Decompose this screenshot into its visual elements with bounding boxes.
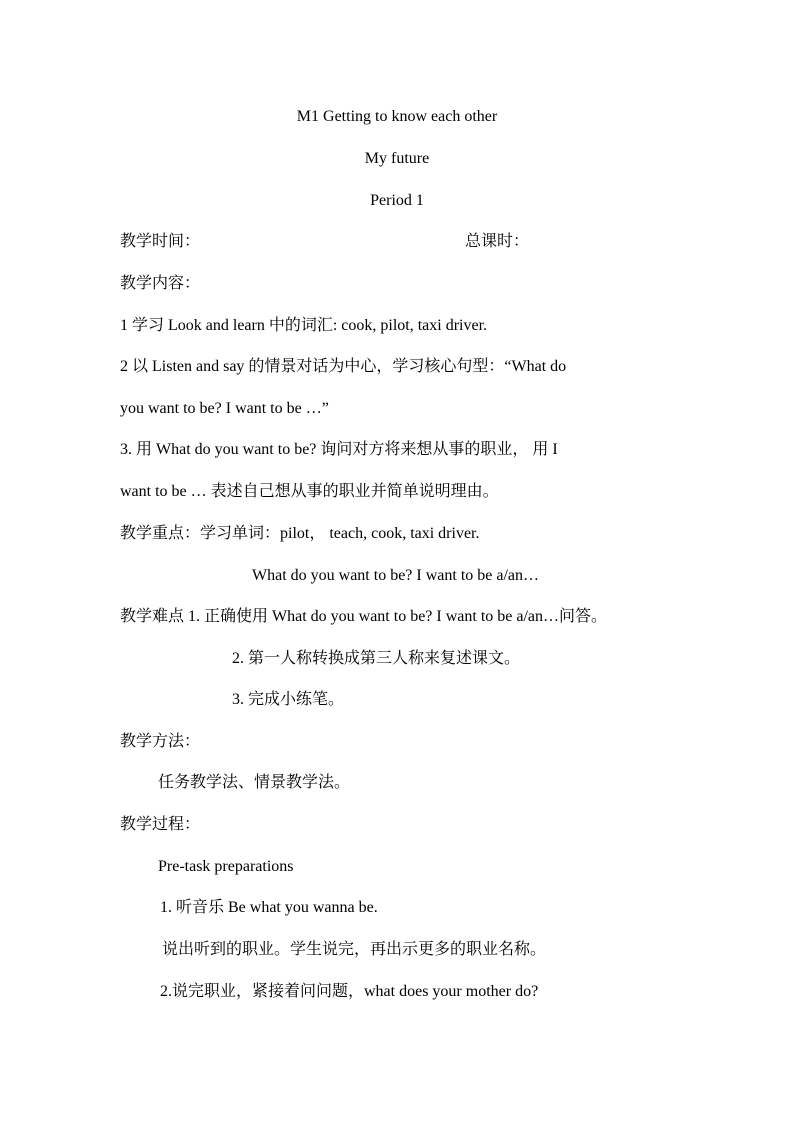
content-item-2: 2 以 Listen and say 的情景对话为中心，学习核心句型：“What do — [120, 358, 567, 375]
process-step-1: 1. 听音乐 Be what you wanna be. — [160, 899, 378, 916]
document-subtitle: My future — [364, 150, 430, 167]
key-points-sentence: What do you want to be? I want to be a/an… — [252, 567, 540, 584]
content-item-2-cont: you want to be? I want to be …” — [120, 400, 329, 417]
difficulty-2: 2. 第一人称转换成第三人称来复述课文。 — [232, 650, 521, 667]
process-stage: Pre-task preparations — [158, 858, 294, 875]
content-item-1: 1 学习 Look and learn 中的词汇: cook, pilot, taxi driver. — [120, 317, 488, 334]
document-title: M1 Getting to know each other — [296, 108, 498, 125]
content-heading: 教学内容： — [120, 275, 201, 292]
methods-text: 任务教学法、情景教学法。 — [158, 774, 351, 791]
total-hours-label: 总课时： — [465, 233, 530, 250]
process-step-1-note: 说出听到的职业。学生说完，再出示更多的职业名称。 — [162, 941, 547, 958]
difficulty-3: 3. 完成小练笔。 — [232, 691, 345, 708]
key-points: 教学重点：学习单词：pilot， teach, cook, taxi driver. — [120, 525, 480, 542]
process-heading: 教学过程： — [120, 816, 201, 833]
teaching-time-label: 教学时间： — [120, 233, 201, 250]
methods-heading: 教学方法： — [120, 733, 201, 750]
process-step-2: 2.说完职业，紧接着问问题，what does your mother do? — [160, 983, 539, 1000]
difficulty-1: 教学难点 1. 正确使用 What do you want to be? I want to be a/an…问答。 — [120, 608, 608, 625]
content-item-3: 3. 用 What do you want to be? 询问对方将来想从事的职业， 用 I — [120, 441, 558, 458]
content-item-3-cont: want to be … 表述自己想从事的职业并简单说明理由。 — [120, 483, 499, 500]
period-label: Period 1 — [370, 192, 424, 209]
